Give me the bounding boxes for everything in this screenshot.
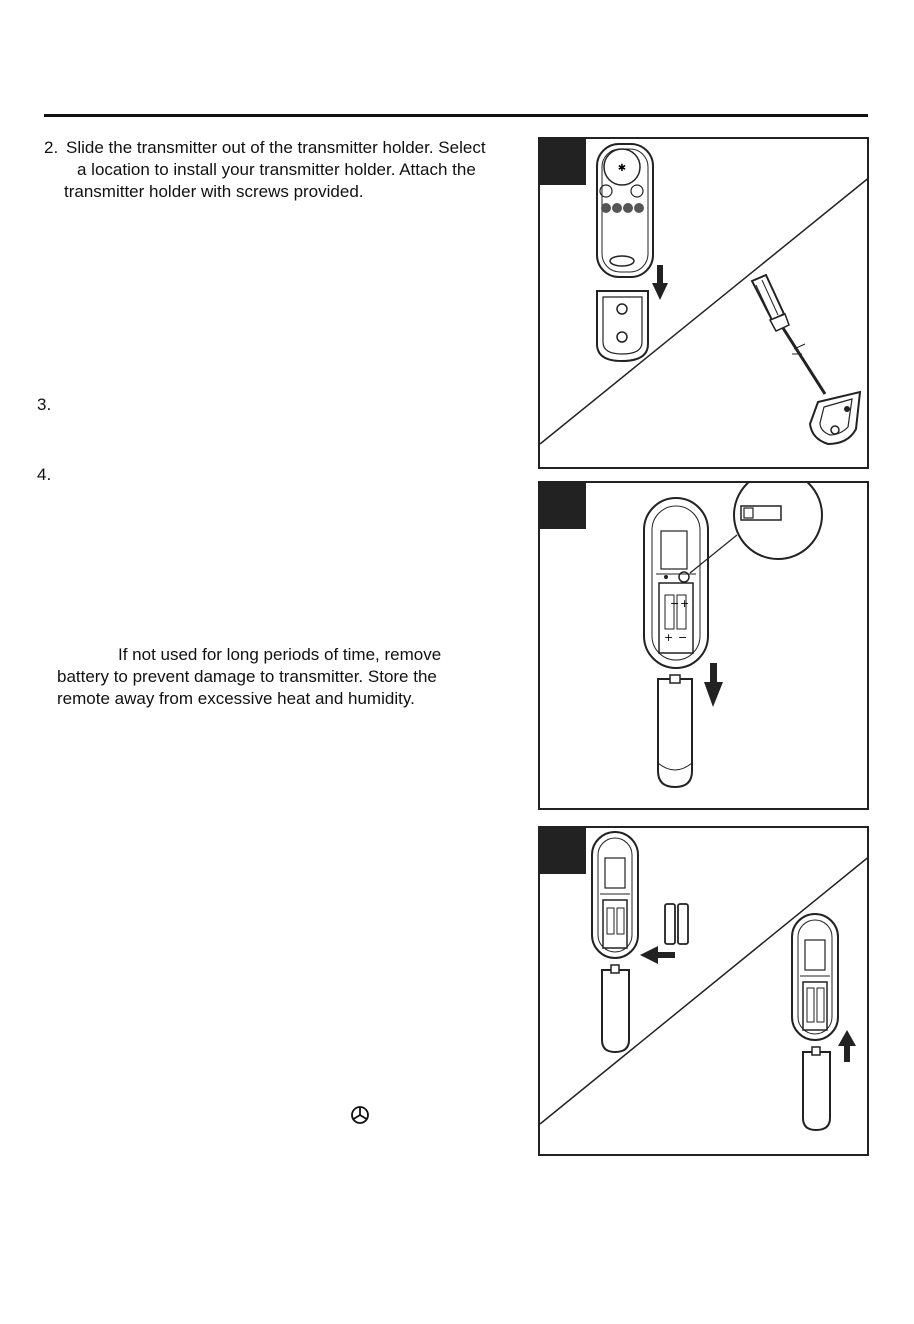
transmitter-back-illustration — [644, 498, 708, 668]
step2-line2: a location to install your transmitter holder. Attach the — [77, 160, 476, 179]
figure-panel-2 — [538, 481, 869, 810]
mounted-holder-illustration — [810, 392, 860, 444]
transmitter-illustration — [597, 144, 653, 277]
note-line2: battery to prevent damage to transmitter. Store the — [57, 667, 437, 686]
svg-text:+: + — [680, 597, 690, 610]
step2-number: 2. — [44, 138, 59, 157]
panel-1-label-box — [540, 139, 586, 185]
step2-line1: Slide the transmitter out of the transmitter holder. Select — [66, 138, 486, 157]
svg-text:+: + — [664, 631, 674, 644]
note-line3: remote away from excessive heat and humidity. — [57, 689, 415, 708]
step3-number: 3. — [37, 395, 52, 414]
battery-icon — [665, 904, 688, 944]
panel-2-label-box — [540, 483, 586, 529]
figure-panel-1 — [538, 137, 869, 469]
arrow-icon — [652, 265, 668, 300]
battery-cover-illustration — [602, 965, 629, 1052]
note-line1: If not used for long periods of time, remove — [118, 645, 442, 664]
step4-number: 4. — [37, 465, 52, 484]
arrow-icon — [838, 1030, 856, 1062]
battery-cover-illustration — [658, 675, 692, 787]
holder-illustration — [597, 291, 648, 361]
figure-panel-3 — [538, 826, 869, 1156]
header-rule — [44, 114, 868, 117]
svg-text:−: − — [678, 631, 688, 644]
svg-text:−: − — [670, 597, 680, 610]
transmitter-open-illustration — [592, 832, 638, 958]
arrow-icon — [640, 946, 675, 964]
fan-icon — [350, 1105, 370, 1125]
arrow-icon — [704, 663, 723, 707]
screwdriver-icon — [752, 275, 825, 394]
panel-3-label-box — [540, 828, 586, 874]
transmitter-closed-illustration — [792, 914, 838, 1040]
step2-line3: transmitter holder with screws provided. — [64, 182, 364, 201]
battery-cover-illustration — [803, 1047, 830, 1130]
switch-detail-illustration — [690, 483, 822, 573]
svg-text:✱: ✱ — [617, 163, 627, 174]
